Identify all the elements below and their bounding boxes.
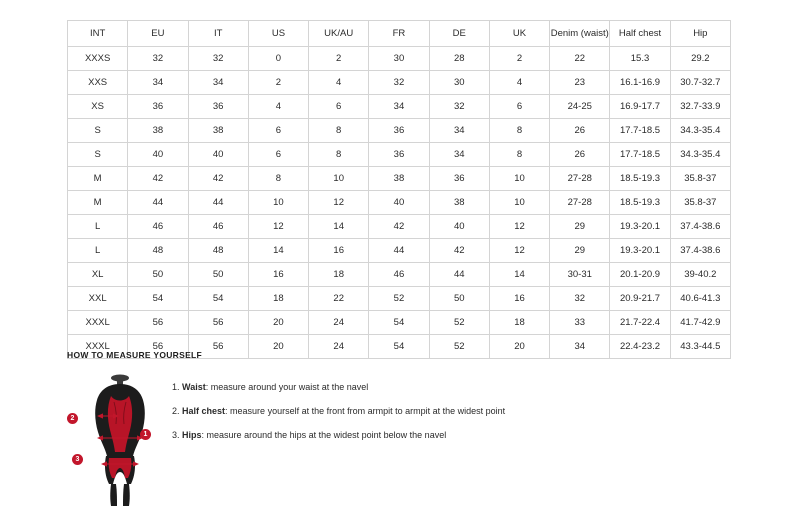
measure-step-hips	[172, 430, 747, 441]
cell-uk-au: 4	[309, 71, 369, 95]
cell-hip: 37.4-38.6	[670, 239, 730, 263]
column-header-denim-waist: Denim (waist)	[550, 21, 610, 47]
step-text: : measure around your waist at the navel	[205, 382, 369, 392]
step-term: Hips	[182, 429, 202, 440]
column-header-it: IT	[188, 21, 248, 47]
cell-denim-waist: 29	[550, 239, 610, 263]
cell-us: 2	[248, 71, 308, 95]
cell-uk: 20	[489, 335, 549, 359]
cell-it: 36	[188, 95, 248, 119]
cell-fr: 54	[369, 311, 429, 335]
cell-uk: 6	[489, 95, 549, 119]
cell-half-chest: 15.3	[610, 47, 670, 71]
cell-us: 6	[248, 119, 308, 143]
cell-half-chest: 18.5-19.3	[610, 191, 670, 215]
step-term: Waist	[182, 382, 206, 392]
mannequin-figure-container	[67, 372, 172, 507]
callout-marker-2: 2	[67, 413, 78, 424]
cell-uk-au: 14	[309, 215, 369, 239]
cell-it: 40	[188, 143, 248, 167]
cell-fr: 36	[369, 119, 429, 143]
cell-hip: 40.6-41.3	[670, 287, 730, 311]
cell-eu: 56	[128, 335, 188, 359]
cell-uk: 14	[489, 263, 549, 287]
table-row	[68, 143, 731, 167]
cell-int: XXL	[68, 287, 128, 311]
cell-half-chest: 16.1-16.9	[610, 71, 670, 95]
cell-de: 34	[429, 143, 489, 167]
cell-uk-au: 6	[309, 95, 369, 119]
cell-eu: 48	[128, 239, 188, 263]
cell-hip: 34.3-35.4	[670, 143, 730, 167]
column-header-uk-au: UK/AU	[309, 21, 369, 47]
cell-us: 20	[248, 311, 308, 335]
cell-hip: 35.8-37	[670, 191, 730, 215]
cell-it: 38	[188, 119, 248, 143]
table-header-row	[68, 21, 731, 47]
cell-hip: 35.8-37	[670, 167, 730, 191]
cell-de: 50	[429, 287, 489, 311]
cell-fr: 36	[369, 143, 429, 167]
column-header-eu: EU	[128, 21, 188, 47]
cell-uk-au: 16	[309, 239, 369, 263]
cell-denim-waist: 32	[550, 287, 610, 311]
cell-eu: 40	[128, 143, 188, 167]
cell-uk: 12	[489, 215, 549, 239]
cell-it: 56	[188, 311, 248, 335]
cell-uk-au: 24	[309, 335, 369, 359]
cell-int: XXXL	[68, 311, 128, 335]
cell-us: 12	[248, 215, 308, 239]
cell-it: 34	[188, 71, 248, 95]
cell-eu: 32	[128, 47, 188, 71]
cell-it: 54	[188, 287, 248, 311]
cell-int: XS	[68, 95, 128, 119]
cell-hip: 34.3-35.4	[670, 119, 730, 143]
cell-int: M	[68, 191, 128, 215]
cell-de: 30	[429, 71, 489, 95]
cell-half-chest: 16.9-17.7	[610, 95, 670, 119]
cell-de: 36	[429, 167, 489, 191]
measure-step-waist	[172, 382, 747, 393]
cell-hip: 41.7-42.9	[670, 311, 730, 335]
cell-fr: 42	[369, 215, 429, 239]
cell-half-chest: 22.4-23.2	[610, 335, 670, 359]
cell-us: 16	[248, 263, 308, 287]
cell-it: 32	[188, 47, 248, 71]
cell-hip: 39-40.2	[670, 263, 730, 287]
cell-uk-au: 8	[309, 143, 369, 167]
measure-step-half-chest	[172, 406, 747, 417]
callout-marker-1: 1	[140, 429, 151, 440]
cell-hip: 30.7-32.7	[670, 71, 730, 95]
cell-eu: 34	[128, 71, 188, 95]
step-number: 3.	[172, 429, 180, 440]
table-row	[68, 71, 731, 95]
cell-denim-waist: 22	[550, 47, 610, 71]
cell-it: 48	[188, 239, 248, 263]
cell-uk: 4	[489, 71, 549, 95]
cell-us: 14	[248, 239, 308, 263]
cell-half-chest: 20.1-20.9	[610, 263, 670, 287]
cell-half-chest: 20.9-21.7	[610, 287, 670, 311]
table-row	[68, 191, 731, 215]
cell-uk: 10	[489, 191, 549, 215]
cell-uk: 18	[489, 311, 549, 335]
cell-int: XXXS	[68, 47, 128, 71]
cell-half-chest: 17.7-18.5	[610, 143, 670, 167]
cell-it: 42	[188, 167, 248, 191]
cell-hip: 37.4-38.6	[670, 215, 730, 239]
cell-int: L	[68, 239, 128, 263]
size-chart-container	[67, 20, 731, 359]
cell-half-chest: 17.7-18.5	[610, 119, 670, 143]
table-row	[68, 263, 731, 287]
cell-eu: 38	[128, 119, 188, 143]
table-body	[68, 47, 731, 359]
cell-fr: 34	[369, 95, 429, 119]
cell-eu: 36	[128, 95, 188, 119]
cell-hip: 29.2	[670, 47, 730, 71]
cell-eu: 56	[128, 311, 188, 335]
table-row	[68, 239, 731, 263]
cell-fr: 44	[369, 239, 429, 263]
cell-denim-waist: 27-28	[550, 191, 610, 215]
cell-it: 50	[188, 263, 248, 287]
cell-denim-waist: 33	[550, 311, 610, 335]
cell-half-chest: 19.3-20.1	[610, 239, 670, 263]
table-row	[68, 95, 731, 119]
cell-uk: 8	[489, 119, 549, 143]
cell-de: 32	[429, 95, 489, 119]
cell-fr: 30	[369, 47, 429, 71]
size-chart-table	[67, 20, 731, 359]
cell-hip: 32.7-33.9	[670, 95, 730, 119]
cell-denim-waist: 29	[550, 215, 610, 239]
cell-uk: 12	[489, 239, 549, 263]
step-text: : measure around the hips at the widest point below the navel	[201, 429, 447, 440]
column-header-half-chest: Half chest	[610, 21, 670, 47]
cell-denim-waist: 34	[550, 335, 610, 359]
table-row	[68, 215, 731, 239]
cell-de: 44	[429, 263, 489, 287]
cell-fr: 32	[369, 71, 429, 95]
cell-hip: 43.3-44.5	[670, 335, 730, 359]
callout-marker-3: 3	[72, 454, 83, 465]
cell-de: 42	[429, 239, 489, 263]
measure-steps-list	[172, 372, 747, 453]
table-row	[68, 311, 731, 335]
cell-eu: 42	[128, 167, 188, 191]
cell-it: 56	[188, 335, 248, 359]
column-header-us: US	[248, 21, 308, 47]
cell-us: 0	[248, 47, 308, 71]
column-header-uk: UK	[489, 21, 549, 47]
cell-int: L	[68, 215, 128, 239]
cell-uk-au: 24	[309, 311, 369, 335]
cell-denim-waist: 24-25	[550, 95, 610, 119]
cell-de: 52	[429, 335, 489, 359]
cell-it: 46	[188, 215, 248, 239]
cell-us: 6	[248, 143, 308, 167]
cell-it: 44	[188, 191, 248, 215]
cell-us: 20	[248, 335, 308, 359]
cell-fr: 38	[369, 167, 429, 191]
cell-half-chest: 18.5-19.3	[610, 167, 670, 191]
cell-us: 4	[248, 95, 308, 119]
cell-eu: 46	[128, 215, 188, 239]
cell-de: 40	[429, 215, 489, 239]
how-to-measure-title: HOW TO MEASURE YOURSELF	[67, 350, 203, 360]
how-to-measure-section	[67, 350, 747, 507]
column-header-de: DE	[429, 21, 489, 47]
column-header-int: INT	[68, 21, 128, 47]
cell-int: M	[68, 167, 128, 191]
cell-uk: 8	[489, 143, 549, 167]
table-row	[68, 47, 731, 71]
cell-uk: 2	[489, 47, 549, 71]
cell-denim-waist: 23	[550, 71, 610, 95]
cell-uk-au: 12	[309, 191, 369, 215]
cell-uk: 10	[489, 167, 549, 191]
cell-int: XXXL	[68, 335, 128, 359]
cell-uk-au: 2	[309, 47, 369, 71]
cell-denim-waist: 30-31	[550, 263, 610, 287]
cell-de: 38	[429, 191, 489, 215]
cell-de: 34	[429, 119, 489, 143]
cell-int: S	[68, 143, 128, 167]
cell-uk-au: 8	[309, 119, 369, 143]
cell-fr: 40	[369, 191, 429, 215]
cell-denim-waist: 26	[550, 143, 610, 167]
table-row	[68, 287, 731, 311]
cell-eu: 54	[128, 287, 188, 311]
cell-us: 8	[248, 167, 308, 191]
cell-uk-au: 22	[309, 287, 369, 311]
cell-fr: 52	[369, 287, 429, 311]
cell-int: S	[68, 119, 128, 143]
table-row	[68, 119, 731, 143]
cell-uk-au: 10	[309, 167, 369, 191]
cell-us: 18	[248, 287, 308, 311]
cell-eu: 44	[128, 191, 188, 215]
cell-us: 10	[248, 191, 308, 215]
cell-denim-waist: 26	[550, 119, 610, 143]
table-header	[68, 21, 731, 47]
column-header-fr: FR	[369, 21, 429, 47]
cell-int: XXS	[68, 71, 128, 95]
cell-int: XL	[68, 263, 128, 287]
how-to-measure-body	[67, 372, 747, 507]
column-header-hip: Hip	[670, 21, 730, 47]
cell-uk: 16	[489, 287, 549, 311]
cell-fr: 54	[369, 335, 429, 359]
cell-de: 28	[429, 47, 489, 71]
cell-fr: 46	[369, 263, 429, 287]
cell-half-chest: 21.7-22.4	[610, 311, 670, 335]
cell-uk-au: 18	[309, 263, 369, 287]
table-row	[68, 167, 731, 191]
step-number: 2.	[172, 405, 180, 416]
step-term: Half chest	[182, 405, 226, 416]
cell-de: 52	[429, 311, 489, 335]
cell-half-chest: 19.3-20.1	[610, 215, 670, 239]
step-number: 1.	[172, 382, 180, 392]
cell-denim-waist: 27-28	[550, 167, 610, 191]
cell-eu: 50	[128, 263, 188, 287]
step-text: : measure yourself at the front from armpit to armpit at the widest point	[225, 405, 506, 416]
